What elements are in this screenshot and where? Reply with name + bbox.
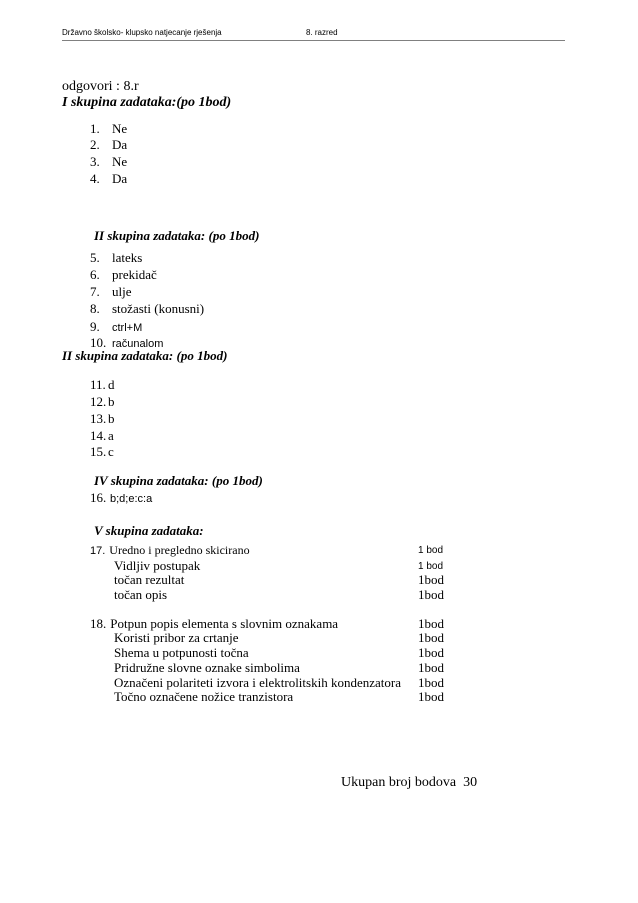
answer-4: [90, 171, 127, 187]
answer-number: 15.: [90, 444, 107, 459]
answer-text: prekidač: [112, 267, 157, 282]
answer-text: b: [108, 394, 115, 409]
answer-number: 14.: [90, 428, 107, 443]
task-18-sub-4: Označeni polariteti izvora i elektrolitskih kondenzatora: [114, 675, 401, 690]
intro-text: odgovori : 8.r: [62, 79, 139, 94]
answer-text: Da: [112, 137, 128, 152]
answer-number: 9.: [90, 319, 100, 334]
task-18-sub-3: Pridružne slovne oznake simbolima: [114, 660, 300, 675]
task-18-sub-2: Shema u potpunosti točna: [114, 645, 249, 660]
task-label: Potpun popis elementa s slovnim oznakama: [110, 616, 339, 631]
answer-number: 8.: [90, 301, 100, 316]
answer-number: 4.: [90, 171, 100, 186]
answer-number: 11.: [90, 377, 106, 392]
answer-7: [90, 284, 132, 300]
header-title: Državno školsko- klupsko natjecanje rješenja: [62, 28, 222, 37]
answer-text: b: [108, 411, 115, 426]
answer-12: [90, 394, 115, 410]
answer-number: 13.: [90, 411, 107, 426]
answer-15: [90, 444, 114, 460]
answer-number: 1.: [90, 121, 100, 136]
task-18-sub-5-points: 1bod: [418, 689, 444, 704]
answer-11: [90, 377, 115, 393]
answer-number: 6.: [90, 267, 100, 282]
answer-3: [90, 154, 127, 170]
answer-text: lateks: [112, 250, 143, 265]
answer-5: [90, 250, 142, 266]
task-18-sub-4-points: 1bod: [418, 675, 444, 690]
answer-number: 5.: [90, 250, 100, 265]
answer-6: [90, 267, 157, 283]
task-18-sub-2-points: 1bod: [418, 645, 444, 660]
answer-number: 2.: [90, 137, 100, 152]
section-1-title: I skupina zadataka:(po 1bod): [62, 95, 232, 110]
task-17-sub-2: točan rezultat: [114, 572, 185, 587]
answer-text: Ne: [112, 154, 128, 169]
task-18-sub-1: Koristi pribor za crtanje: [114, 630, 239, 645]
answer-number: 12.: [90, 394, 107, 409]
task-18-points: 1bod: [418, 616, 444, 631]
answer-text: Ne: [112, 121, 128, 136]
answer-number: 10.: [90, 335, 107, 350]
answer-text: a: [108, 428, 114, 443]
task-17-sub-1: Vidljiv postupak: [114, 558, 201, 573]
answer-text: ulje: [112, 284, 132, 299]
answer-16: [90, 490, 152, 506]
task-number: 17.: [90, 545, 106, 557]
answer-2: [90, 137, 127, 153]
task-17-row: [90, 543, 250, 558]
task-label: Uredno i pregledno skicirano: [109, 543, 250, 557]
answer-number: 3.: [90, 154, 100, 169]
section-3-title: II skupina zadataka: (po 1bod): [62, 348, 228, 363]
task-number: 18.: [90, 616, 107, 631]
task-17-sub-2-points: 1bod: [418, 572, 444, 587]
task-18-sub-3-points: 1bod: [418, 660, 444, 675]
answer-1: [90, 121, 127, 137]
answer-14: [90, 428, 114, 444]
task-17-points: 1 bod: [418, 545, 444, 556]
answer-text: stožasti (konusni): [112, 301, 205, 316]
answer-number: 7.: [90, 284, 100, 299]
header-grade: 8. razred: [306, 28, 338, 37]
task-17-sub-1-points: 1 bod: [418, 561, 444, 572]
answer-9: [90, 319, 142, 335]
answer-number: 16.: [90, 490, 107, 505]
answer-text: b;d;e:c:a: [110, 493, 153, 505]
task-17-sub-3: točan opis: [114, 587, 168, 602]
task-18-sub-5: Točno označene nožice tranzistora: [114, 689, 294, 704]
answer-text: Da: [112, 171, 128, 186]
section-4-title: IV skupina zadataka: (po 1bod): [94, 473, 263, 488]
section-5-title: V skupina zadataka:: [94, 523, 204, 538]
total-points: Ukupan broj bodova 30: [341, 775, 478, 790]
header-rule: [62, 40, 565, 41]
answer-text: ctrl+M: [112, 322, 143, 334]
answer-text: d: [108, 377, 115, 392]
answer-13: [90, 411, 115, 427]
answer-text: računalom: [112, 338, 164, 350]
answer-8: [90, 301, 204, 317]
section-2-title: II skupina zadataka: (po 1bod): [94, 228, 260, 243]
answer-text: c: [108, 444, 114, 459]
task-18-sub-1-points: 1bod: [418, 630, 444, 645]
task-17-sub-3-points: 1bod: [418, 587, 444, 602]
